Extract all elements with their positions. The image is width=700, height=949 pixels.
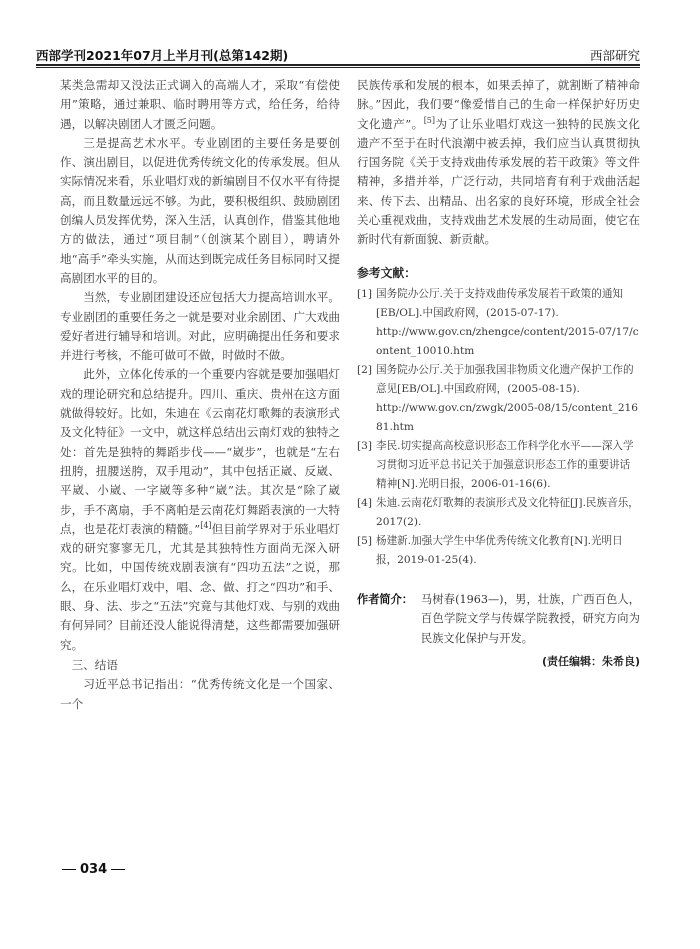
running-header: [36, 44, 640, 64]
paragraph-text: 此外，立体化传承的一个重要内容就是要加强唱灯戏的理论研究和总结提升。四川、重庆、贵州在这方面就做得较好。比如，朱迪在《云南花灯歌舞的表演形式及文化特征》一文中，就这样总结出云南灯戏的独特之处：首先是独特的舞蹈步伐——“崴步”，也就是“左右扭胯，扭腰送胯，双手甩动”，其中包括正崴、反崴、平崴、小崴、一字崴等多种“崴”法。其次是“除了崴步，手不离扇，手不离帕是云南花灯舞蹈表演的一大特点，也是花灯表演的精髓。”: [60, 367, 340, 536]
reference-number: [2]: [357, 363, 373, 376]
reference-text: 国务院办公厅.关于支持戏曲传承发展若干政策的通知[EB/OL].中国政府网，(2015-07-17).: [376, 287, 624, 319]
citation-marker: [4]: [200, 520, 212, 530]
body-paragraph: 三是提高艺术水平。专业剧团的主要任务是要创作、演出剧目，以促进优秀传统文化的传承发展。但从实际情况来看，乐业唱灯戏的新编剧目不仅水平有待提高，而且数量远远不够。为此，要积极组织、鼓励剧团创编人员发挥优势，深入生活，认真创作，借鉴其他地方的做法，通过“项目制”（创演某个剧目），聘请外地“高手”牵头实施，从而达到既完成任务目标同时又提高剧团水平的目的。: [60, 135, 340, 285]
reference-item: [357, 494, 640, 532]
reference-number: [3]: [357, 439, 373, 452]
reference-url[interactable]: http://www.gov.cn/zwgk/2005-08/15/content_21681.htm: [376, 401, 639, 433]
reference-item: [357, 285, 640, 361]
author-bio-label: 作者简介：: [357, 592, 413, 606]
responsible-editor: (责任编辑：朱希良): [541, 654, 640, 668]
body-paragraph: 当然，专业剧团建设还应包括大力提高培训水平。专业剧团的重要任务之一就是要对业余剧团、广大戏曲爱好者进行辅导和培训。对此，应明确提出任务和要求并进行考核，不能可做可不做，时做时不做。: [60, 290, 340, 363]
reference-item: [357, 361, 640, 437]
page-dash-left: [62, 869, 76, 871]
citation-marker: [5]: [423, 115, 436, 125]
page-dash-right: [111, 869, 125, 871]
paragraph-text: 但目前学界对于乐业唱灯戏的研究寥寥无几，尤其是其独特性方面尚无深入研究。比如，中国传统戏剧表演有“四功五法”之说，那么，在乐业唱灯戏中，唱、念、做、打之“四功”和手、眼、身、法、步之“五法”究竟与其他灯戏、与别的戏曲有何异同？目前还没人能说得清楚，这些都需要加强研究。: [60, 521, 340, 652]
body-paragraph: [60, 365, 340, 654]
page-number: [58, 862, 129, 877]
reference-url[interactable]: http://www.gov.cn/zhengce/content/2015-07/17/content_10010.htm: [376, 325, 639, 357]
body-paragraph: 习近平总书记指出：“优秀传统文化是一个国家、一个: [60, 677, 340, 711]
references-heading: 参考文献：: [357, 265, 416, 280]
reference-number: [1]: [357, 287, 373, 300]
paragraph-text: 为了让乐业唱灯戏这一独特的民族文化遗产不至于在时代浪潮中被丢掉，我们应当认真贯彻执行国务院《关于支持戏曲传承发展的若干政策》等文件精神，多措并举，广泛行动，共同培育有利于戏曲活起来、传下去、出精品、出名家的良好环境，形成全社会关心重视戏曲，支持戏曲艺术发展的生动局面，使它在新时代有新面貌、新贡献。: [357, 116, 640, 247]
section-heading: 三、结语: [71, 657, 118, 672]
right-column: [357, 76, 640, 671]
section-name: 西部研究: [589, 48, 640, 63]
reference-item: [357, 532, 640, 570]
reference-text: 李民.切实提高高校意识形态工作科学化水平——深入学习贯彻习近平总书记关于加强意识形态工作的重要讲话精神[N].光明日报，2006-01-16(6).: [376, 439, 634, 490]
reference-text: 朱迪.云南花灯歌舞的表演形式及文化特征[J].民族音乐，2017(2).: [376, 496, 639, 528]
header-rule: [36, 64, 640, 66]
paragraph-text: 民族传承和发展的根本，如果丢掉了，就割断了精神命脉。”因此，我们要“像爱惜自己的生命一样保护好历史文化遗产”。: [357, 78, 640, 131]
body-paragraph: [357, 76, 640, 250]
reference-number: [4]: [357, 496, 373, 509]
author-bio: [357, 590, 640, 648]
page-number-text: 034: [80, 862, 108, 877]
body-paragraph: 某类急需却又没法正式调入的高端人才，采取“有偿使用”策略，通过兼职、临时聘用等方式，给任务，给待遇，以解决剧团人才匮乏问题。: [60, 78, 340, 131]
reference-text: 国务院办公厅.关于加强我国非物质文化遗产保护工作的意见[EB/OL].中国政府网，(2005-08-15).: [376, 363, 634, 395]
reference-text: 杨建新.加强大学生中华优秀传统文化教育[N].光明日报，2019-01-25(4).: [376, 534, 623, 566]
journal-issue-info: 西部学刊2021年07月上半月刊(总第142期): [36, 48, 289, 63]
author-bio-text: 马树春(1963—)，男，壮族，广西百色人，百色学院文学与传媒学院教授，研究方向为民族文化保护与开发。: [421, 592, 640, 645]
header-rule-thin: [36, 67, 640, 68]
reference-number: [5]: [357, 534, 373, 547]
reference-item: [357, 437, 640, 494]
left-column: [60, 76, 340, 714]
